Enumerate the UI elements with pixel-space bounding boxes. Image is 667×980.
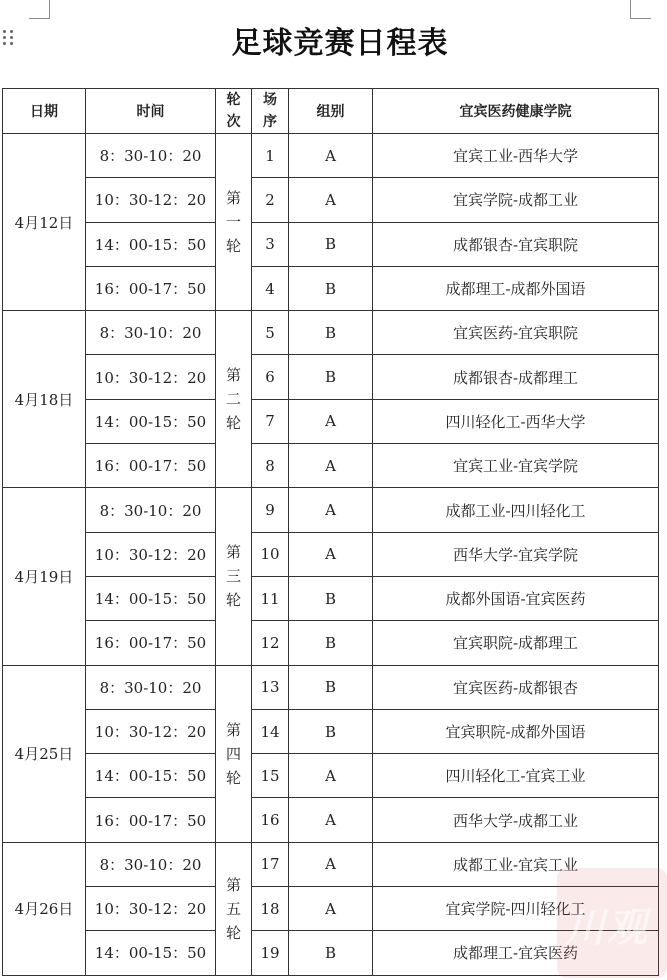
match-number: 2	[252, 178, 289, 222]
round-label-char: 一	[225, 213, 241, 232]
table-row	[3, 621, 659, 665]
match-teams: 成都理工-成都外国语	[373, 266, 659, 310]
match-teams: 宜宾工业-西华大学	[373, 134, 659, 178]
schedule-table	[2, 88, 659, 976]
match-group: B	[289, 576, 373, 620]
round-label	[216, 488, 252, 665]
schedule-body	[3, 134, 659, 976]
round-label-char: 第	[225, 366, 241, 385]
round-label-char: 第	[225, 875, 241, 894]
round-label	[216, 311, 252, 488]
match-number: 13	[252, 665, 289, 709]
table-row	[3, 931, 659, 975]
match-group: A	[289, 532, 373, 576]
table-row	[3, 709, 659, 753]
round-label	[216, 134, 252, 311]
header-round-char-1: 轮	[226, 92, 241, 108]
match-group: B	[289, 931, 373, 975]
round-label-char: 第	[225, 543, 241, 562]
match-time: 8：30-10：20	[86, 134, 216, 178]
table-row	[3, 311, 659, 355]
match-group: A	[289, 887, 373, 931]
table-row	[3, 134, 659, 178]
match-time: 8：30-10：20	[86, 665, 216, 709]
round-label	[216, 842, 252, 975]
match-teams: 成都银杏-成都理工	[373, 355, 659, 399]
match-time: 16：00-17：50	[86, 621, 216, 665]
round-label-char: 轮	[225, 414, 241, 433]
match-teams: 宜宾学院-成都工业	[373, 178, 659, 222]
header-round	[216, 89, 252, 134]
round-date: 4月19日	[3, 488, 86, 665]
match-time: 16：00-17：50	[86, 798, 216, 842]
match-number: 18	[252, 887, 289, 931]
table-row	[3, 887, 659, 931]
match-number: 4	[252, 266, 289, 310]
match-group: A	[289, 399, 373, 443]
match-time: 10：30-12：20	[86, 532, 216, 576]
round-label-char: 四	[225, 744, 241, 763]
match-teams: 西华大学-成都工业	[373, 798, 659, 842]
match-teams: 西华大学-宜宾学院	[373, 532, 659, 576]
match-group: A	[289, 798, 373, 842]
table-row	[3, 665, 659, 709]
match-time: 14：00-15：50	[86, 399, 216, 443]
match-teams: 宜宾学院-四川轻化工	[373, 887, 659, 931]
match-time: 16：00-17：50	[86, 266, 216, 310]
match-time: 10：30-12：20	[86, 178, 216, 222]
round-label-char: 轮	[225, 923, 241, 942]
match-group: B	[289, 621, 373, 665]
table-row	[3, 488, 659, 532]
round-label-char: 轮	[225, 237, 241, 256]
header-time: 时间	[86, 89, 216, 134]
table-row	[3, 355, 659, 399]
match-group: B	[289, 709, 373, 753]
table-row	[3, 754, 659, 798]
match-group: A	[289, 842, 373, 886]
match-teams: 成都外国语-宜宾医药	[373, 576, 659, 620]
round-label-char: 二	[225, 390, 241, 409]
header-match-no	[252, 89, 289, 134]
match-group: B	[289, 311, 373, 355]
match-group: B	[289, 222, 373, 266]
match-group: B	[289, 266, 373, 310]
match-group: A	[289, 754, 373, 798]
match-group: B	[289, 665, 373, 709]
match-number: 9	[252, 488, 289, 532]
match-time: 8：30-10：20	[86, 842, 216, 886]
header-date: 日期	[3, 89, 86, 134]
match-number: 14	[252, 709, 289, 753]
header-round-char-2: 次	[226, 114, 241, 130]
match-group: B	[289, 355, 373, 399]
match-number: 8	[252, 444, 289, 488]
match-time: 10：30-12：20	[86, 355, 216, 399]
match-time: 8：30-10：20	[86, 488, 216, 532]
match-teams: 成都银杏-宜宾职院	[373, 222, 659, 266]
match-time: 10：30-12：20	[86, 887, 216, 931]
match-group: A	[289, 134, 373, 178]
round-label-char: 轮	[225, 591, 241, 610]
match-teams: 宜宾医药-成都银杏	[373, 665, 659, 709]
header-match-no-char-2: 序	[263, 114, 277, 130]
match-time: 14：00-15：50	[86, 754, 216, 798]
match-time: 16：00-17：50	[86, 444, 216, 488]
page-corner-mark-right	[630, 0, 651, 19]
table-row	[3, 576, 659, 620]
table-row	[3, 222, 659, 266]
match-group: A	[289, 488, 373, 532]
match-teams: 宜宾医药-宜宾职院	[373, 311, 659, 355]
page-corner-mark-left	[29, 0, 50, 19]
match-time: 10：30-12：20	[86, 709, 216, 753]
match-teams: 成都工业-四川轻化工	[373, 488, 659, 532]
match-teams: 宜宾工业-宜宾学院	[373, 444, 659, 488]
table-row	[3, 399, 659, 443]
watermark-text: 川观	[565, 905, 649, 951]
round-label-char: 轮	[225, 768, 241, 787]
table-row	[3, 444, 659, 488]
match-teams: 四川轻化工-宜宾工业	[373, 754, 659, 798]
table-header-row	[3, 89, 659, 134]
round-label-char: 第	[225, 720, 241, 739]
match-number: 11	[252, 576, 289, 620]
table-row	[3, 532, 659, 576]
match-teams: 宜宾职院-成都外国语	[373, 709, 659, 753]
round-label-char: 第	[225, 189, 241, 208]
round-date: 4月25日	[3, 665, 86, 842]
round-label	[216, 665, 252, 842]
match-number: 10	[252, 532, 289, 576]
page-title: 足球竞赛日程表	[231, 26, 449, 61]
match-teams: 四川轻化工-西华大学	[373, 399, 659, 443]
match-time: 14：00-15：50	[86, 931, 216, 975]
match-number: 5	[252, 311, 289, 355]
match-group: A	[289, 178, 373, 222]
match-number: 16	[252, 798, 289, 842]
table-row	[3, 266, 659, 310]
round-date: 4月18日	[3, 311, 86, 488]
match-time: 14：00-15：50	[86, 222, 216, 266]
table-row	[3, 842, 659, 886]
round-date: 4月12日	[3, 134, 86, 311]
header-group: 组别	[289, 89, 373, 134]
table-row	[3, 178, 659, 222]
match-time: 8：30-10：20	[86, 311, 216, 355]
header-match-no-char-1: 场	[263, 92, 277, 108]
match-number: 6	[252, 355, 289, 399]
table-row	[3, 798, 659, 842]
match-time: 14：00-15：50	[86, 576, 216, 620]
match-number: 7	[252, 399, 289, 443]
match-group: A	[289, 444, 373, 488]
match-teams: 成都工业-宜宾工业	[373, 842, 659, 886]
match-number: 12	[252, 621, 289, 665]
round-label-char: 五	[225, 899, 241, 918]
match-teams: 成都理工-宜宾医药	[373, 931, 659, 975]
match-teams: 宜宾职院-成都理工	[373, 621, 659, 665]
match-number: 3	[252, 222, 289, 266]
round-date: 4月26日	[3, 842, 86, 975]
match-number: 17	[252, 842, 289, 886]
match-number: 15	[252, 754, 289, 798]
round-label-char: 三	[225, 567, 241, 586]
match-number: 19	[252, 931, 289, 975]
match-number: 1	[252, 134, 289, 178]
header-host: 宜宾医药健康学院	[373, 89, 659, 134]
